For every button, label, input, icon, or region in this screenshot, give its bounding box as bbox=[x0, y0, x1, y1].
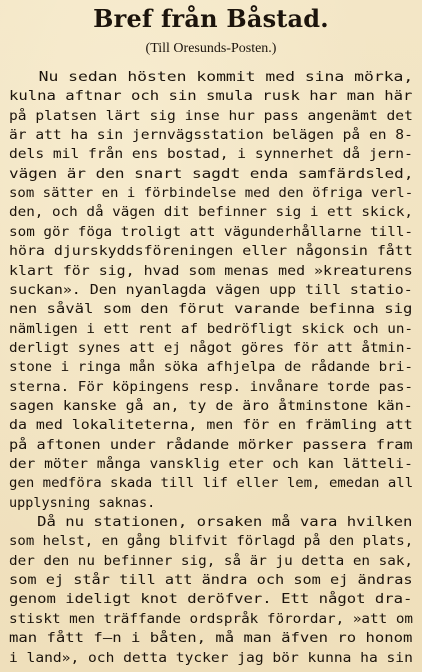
article-line: der den nu befinner sig, så är ju detta en sak, bbox=[9, 552, 414, 569]
article-subtitle: (Till Oresunds-Posten.) bbox=[145, 41, 277, 56]
article-line: vägen är den snart sagdt enda samfärdsled, bbox=[9, 165, 414, 182]
article-line: som gör föga troligt att vägunderhållarne till- bbox=[9, 223, 414, 240]
article-line: som sätter en i förbindelse med den öfriga verl- bbox=[9, 185, 414, 202]
article-line: nen såväl som den förut varande befinna sig bbox=[9, 301, 413, 318]
article-line: på platsen lärt sig inse hur pass angenämt det bbox=[9, 107, 413, 124]
article-line: gen medföra skada till lif eller lem, emedan all bbox=[9, 475, 414, 492]
article-line: höra djurskyddsföreningen eller någonsin fått bbox=[9, 243, 413, 260]
article-title: Bref från Båstad. bbox=[93, 4, 329, 33]
article-line: man fått f—n i båten, må man äfven ro honom bbox=[9, 630, 413, 647]
article-line: som helst, en gång blifvit förlagd på den plats, bbox=[9, 533, 414, 550]
article-line: stone i ringa mån söka afhjelpa de rådande bri- bbox=[9, 359, 414, 376]
article-line: är att ha sin jernvägsstation belägen på en 8- bbox=[9, 127, 413, 144]
article-line: nämligen i ett rent af bedröfligt skick och un- bbox=[9, 320, 414, 337]
article-line: stiskt men träffande ordspråk förordar, »att om bbox=[9, 610, 414, 627]
article-line: Nu sedan hösten kommit med sina mörka, bbox=[9, 69, 414, 85]
article-line: klart för sig, hvad som menas med »kreaturens bbox=[9, 262, 413, 279]
article-line: der möter många vansklig eter och kan lätteli- bbox=[9, 456, 413, 472]
article-line: som ej står till att ändra och som ej ändras bbox=[9, 572, 413, 589]
article-line: den, och då vägen dit befinner sig i ett skick, bbox=[9, 204, 414, 221]
article-line: derligt synes att ej något göres för att åtmin- bbox=[9, 339, 414, 356]
article-line: kulna aftnar och sin smula rusk har man här bbox=[9, 88, 413, 105]
article-line: dels mil från ens bostad, i synnerhet då jern- bbox=[9, 146, 413, 163]
article-line: sterna. För köpingens resp. invånare torde pas- bbox=[9, 378, 414, 395]
article-line: genom ideligt knot deröfver. Ett något dra- bbox=[9, 591, 413, 608]
article-line: sagen kanske gå an, ty de äro åtminstone kän- bbox=[9, 397, 413, 414]
article-line: da med lokaliteterna, men för en främling att bbox=[9, 417, 413, 434]
article-line: på aftonen under rådande mörker passera fram bbox=[9, 436, 413, 453]
article-line: i land», och detta tycker jag bör kunna ha sin bbox=[9, 649, 413, 666]
article-line: Då nu stationen, orsaken må vara hvilken bbox=[9, 514, 413, 531]
article-line: upplysning saknas. bbox=[9, 494, 156, 511]
article-line: suckan». Den nyanlagda vägen upp till statio- bbox=[9, 281, 413, 298]
